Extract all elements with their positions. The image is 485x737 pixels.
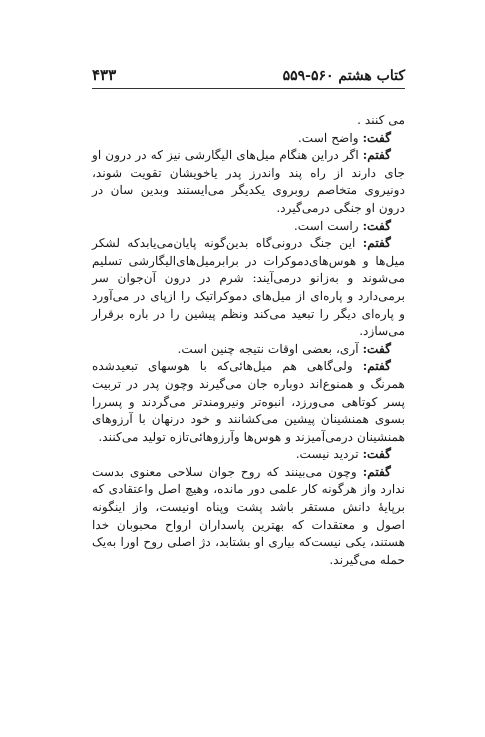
dialogue-paragraph xyxy=(92,218,405,236)
paragraph-text: وچون می‌بینند که روح جوان سلاحی معنوی بدست ندارد واز هرگونه کار علمی دور مانده، وهیچ اصل واعتقادی که برپایهٔ دانش مستقر باشد پشت وپناه اونیست، واز اینگونه اصول و معتقدات که بهترین پاسداران ارواح محبوبان خدا هستند، یکی نیست‌که بیاری او بشتابد، دژ اصلی روح اورا به‌یک حمله می‌گیرند. xyxy=(92,464,405,567)
page-number: ۴۳۳ xyxy=(92,66,117,84)
speaker-label: گفت: xyxy=(362,130,391,145)
paragraph-text: اگر دراین هنگام میل‌های الیگارشی نیز که در درون او جای دارند از راه پند واندرز پدر یاخویشان تقویت شوند، دونیروی متخاصم روبروی یکدیگر می‌ایستند وبدین سان در درون او جنگی درمی‌گیرد. xyxy=(92,148,405,215)
dialogue-paragraph xyxy=(92,235,405,341)
dialogue-paragraph xyxy=(92,446,405,464)
page-header xyxy=(92,62,405,84)
speaker-label: گفت: xyxy=(362,341,391,356)
paragraph-text: ولی‌گاهی هم میل‌هائی‌که با هوسهای تبعیدشده همرنگ و همنوع‌اند دوباره جان می‌گیرند وچون پدر در تربیت پسر کوتاهی می‌ورزد، انبوه‌تر ونیرومندتر می‌گردند و پسررا بسوی همنشینان پیشین می‌کشانند و خود درنهان با آرزوهای همنشینان درمی‌آمیزند و هوس‌ها وآرزوهائی‌تازه تولید می‌کنند. xyxy=(92,359,405,444)
paragraph-text: تردید نیست. xyxy=(295,447,363,462)
dialogue-paragraph xyxy=(92,464,405,570)
speaker-label: گفت: xyxy=(362,447,391,462)
speaker-label: گفت: xyxy=(362,218,391,233)
paragraph-text: این جنگ درونی‌گاه بدین‌گونه پایان‌می‌یابدکه لشکر میل‌ها و هوس‌های‌دموکرات در برابرمیل‌های‌الیگارشی تسلیم می‌شوند و به‌زانو درمی‌آیند: شرم در درون آن‌جوان سر برمی‌دارد و پاره‌ای از میل‌های دموکراتیک را ازپای در می‌آورد و پاره‌ای دیگر را تبعید می‌کند ونظم پیشین را در باره برقرار می‌سازد. xyxy=(92,236,405,339)
paragraph-text: واضح است. xyxy=(297,130,363,145)
paragraph-text: راست است. xyxy=(293,218,363,233)
header-divider xyxy=(92,88,405,89)
running-title: کتاب هشتم ۵۶۰-۵۵۹ xyxy=(282,68,405,84)
paragraph-continuation xyxy=(92,112,405,130)
dialogue-paragraph xyxy=(92,147,405,217)
dialogue-paragraph xyxy=(92,130,405,148)
dialogue-paragraph xyxy=(92,341,405,359)
speaker-label: گفتم: xyxy=(362,464,391,479)
paragraph-text: می کنند . xyxy=(357,113,405,127)
speaker-label: گفتم: xyxy=(362,359,391,374)
body-text xyxy=(92,112,405,569)
dialogue-paragraph xyxy=(92,358,405,446)
paragraph-text: آری، بعضی اوقات نتیجه چنین است. xyxy=(177,341,363,356)
speaker-label: گفتم: xyxy=(362,148,391,163)
speaker-label: گفتم: xyxy=(362,236,391,251)
